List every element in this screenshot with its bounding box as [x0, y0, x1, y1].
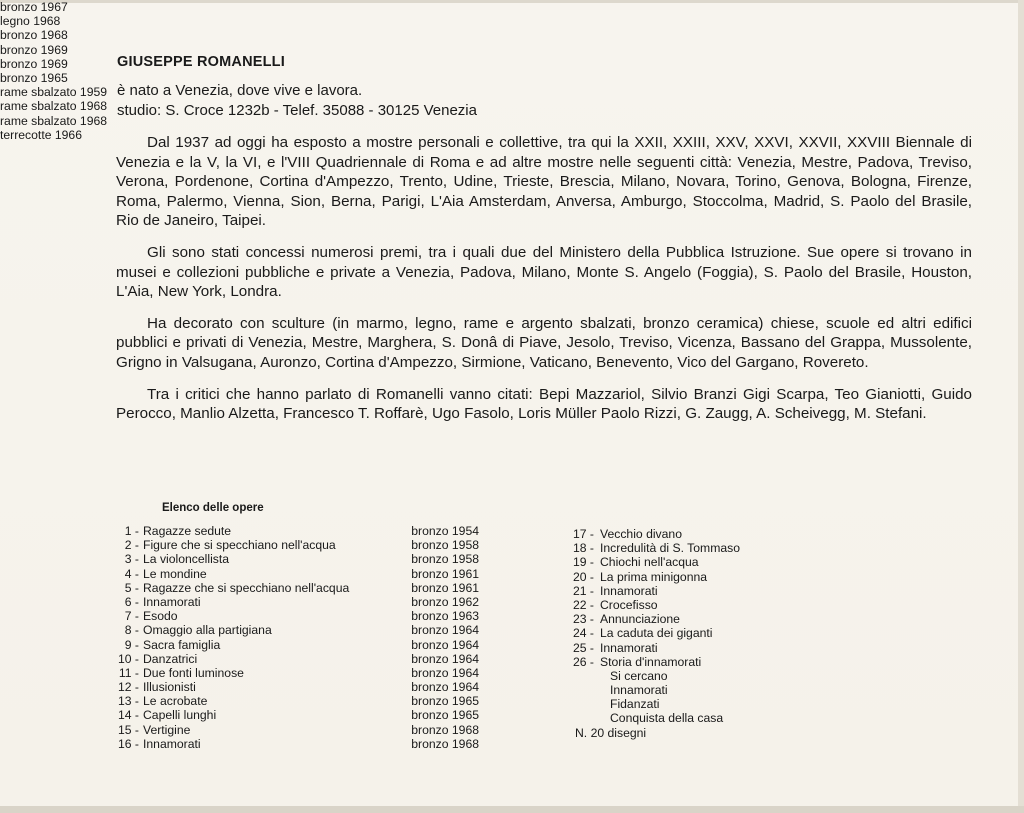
work-title: Due fonti luminose [143, 665, 244, 680]
work-row [117, 694, 487, 708]
work-number: 6 - [124, 594, 139, 609]
work-title: Innamorati [143, 594, 201, 609]
work-material: bronzo 1954 [411, 524, 479, 538]
work-number: 20 - [572, 569, 594, 584]
paragraph-awards: Gli sono stati concessi numerosi premi, tra i quali due del Ministero della Pubblica Istruzione. Sue opere si trovano in musei e collezioni pubbliche e private a Venezia, Padova, Milano, Monte S. Angelo (Foggia), S. Paolo del Brasile, Houston, L'Aia, New York, Londra. [116, 243, 972, 301]
work-row [117, 638, 487, 652]
page-edge-right [1018, 0, 1024, 813]
work-material: bronzo 1964 [411, 637, 479, 652]
work-title: Esodo [143, 609, 178, 624]
work-material: bronzo 1964 [411, 680, 479, 695]
work-number: 13 - [117, 694, 139, 709]
work-material: bronzo 1968 [411, 736, 479, 751]
work-number: 10 - [117, 651, 139, 666]
work-row [117, 538, 487, 552]
paragraph-critics: Tra i critici che hanno parlato di Romanelli vanno citati: Bepi Mazzariol, Silvio Branzi Gigi Scarpa, Teo Gianiotti, Guido Perocco, Manlio Alzetta, Francesco T. Roffarè, Ugo Fasolo, Loris Müller Paolo Rizzi, G. Zaugg, A. Scheivegg, M. Stefani. [116, 385, 972, 423]
work-row [117, 652, 487, 666]
work-title: La prima minigonna [600, 569, 708, 584]
work-subrow [566, 669, 946, 683]
work-number: 18 - [572, 541, 594, 556]
work-material: legno 1968 [0, 14, 61, 29]
work-title: Vecchio divano [600, 527, 682, 541]
drawings-count: N. 20 disegni [575, 725, 647, 740]
work-row [566, 598, 946, 612]
work-title: Figure che si specchiano nell'acqua [143, 538, 336, 553]
work-row [566, 584, 946, 598]
work-title: La caduta dei giganti [600, 626, 713, 641]
work-number: 3 - [124, 552, 139, 567]
page-edge-bottom [0, 806, 1024, 813]
work-title: Sacra famiglia [143, 637, 221, 652]
work-row [117, 524, 487, 538]
work-material: bronzo 1963 [411, 609, 479, 624]
work-subrow [566, 683, 946, 697]
work-material: bronzo 1965 [0, 70, 68, 85]
work-subtitle: Fidanzati [610, 697, 660, 712]
work-subtitle: Innamorati [610, 683, 668, 698]
work-material: rame sbalzato 1968 [0, 99, 108, 114]
work-number: 7 - [124, 609, 139, 624]
paragraph-decorations: Ha decorato con sculture (in marmo, legno, rame e argento sbalzati, bronzo ceramica) chiese, scuole ed altri edifici pubblici e privati di Venezia, Mestre, Marghera, S. Donâ di Piave, Jesolo, Treviso, Vicenza, Bassano del Grappa, Mussolente, Grigno in Valsugana, Auronzo, Cortina d'Ampezzo, Sirmione, Vaticano, Benevento, Vico del Gargano, Rovereto. [116, 314, 972, 371]
work-material: terrecotte 1966 [0, 127, 82, 142]
work-number: 24 - [572, 626, 594, 641]
work-title: Danzatrici [143, 651, 198, 666]
work-row [566, 527, 946, 541]
work-material: bronzo 1965 [411, 694, 479, 709]
work-title: Innamorati [600, 640, 658, 655]
works-list-right [566, 527, 946, 740]
work-material: rame sbalzato 1968 [0, 113, 108, 128]
work-title: Incredulità di S. Tommaso [600, 541, 740, 556]
work-subrow [566, 711, 946, 725]
works-list-right-materials [0, 0, 107, 142]
work-number: 4 - [124, 566, 139, 581]
work-row [566, 626, 946, 640]
work-number: 22 - [572, 597, 594, 612]
work-row [566, 612, 946, 626]
work-subrow [566, 697, 946, 711]
work-material: bronzo 1961 [411, 580, 479, 595]
work-material: rame sbalzato 1959 [0, 85, 108, 100]
work-number: 12 - [117, 680, 139, 695]
work-title: Annunciazione [600, 612, 680, 627]
work-row [117, 723, 487, 737]
work-title: Ragazze che si specchiano nell'acqua [143, 580, 350, 595]
work-row [117, 623, 487, 637]
work-title: Capelli lunghi [143, 708, 217, 723]
work-number: 17 - [572, 527, 594, 541]
work-subtitle: Si cercano [610, 668, 668, 683]
work-number: 23 - [572, 612, 594, 627]
paragraph-exhibitions: Dal 1937 ad oggi ha esposto a mostre personali e collettive, tra qui la XXII, XXIII, XXV, XXVI, XXVII, XXVIII Biennale di Venezia e la V, la VI, e l'VIII Quadriennale di Roma e ad altre mostre nelle seguenti città: Venezia, Mestre, Padova, Treviso, Verona, Pordenone, Cortina d'Ampezzo, Trento, Udine, Trieste, Brescia, Milano, Novara, Torino, Genova, Bologna, Firenze, Roma, Palermo, Vienna, Sion, Berna, Parigi, L'Aia Amsterdam, Anversa, Amburgo, Stoccolma, Madrid, S. Paolo del Brasile, Rio de Janeiro, Taipei. [116, 134, 972, 230]
work-number: 2 - [124, 538, 139, 553]
work-material: bronzo 1962 [411, 594, 479, 609]
works-list-title: Elenco delle opere [162, 502, 264, 514]
work-row [117, 581, 487, 595]
work-material: bronzo 1961 [411, 566, 479, 581]
work-row [117, 737, 487, 751]
work-title: Crocefisso [600, 597, 658, 612]
work-number: 8 - [124, 623, 139, 638]
work-material: bronzo 1968 [411, 722, 479, 737]
page-edge-top [0, 0, 1024, 3]
work-number: 5 - [124, 580, 139, 595]
work-subtitle: Conquista della casa [610, 711, 724, 726]
work-material: bronzo 1964 [411, 665, 479, 680]
work-material: bronzo 1969 [0, 56, 68, 71]
work-title: Chiochi nell'acqua [600, 555, 699, 570]
work-material: bronzo 1969 [0, 42, 68, 57]
work-title: Omaggio alla partigiana [143, 623, 272, 638]
artist-name: GIUSEPPE ROMANELLI [117, 54, 285, 70]
works-list-left [117, 524, 487, 751]
work-number: 26 - [572, 654, 594, 669]
intro-studio-address: studio: S. Croce 1232b - Telef. 35088 - 30125 Venezia [117, 102, 477, 119]
work-row [566, 570, 946, 584]
work-title: Vertigine [143, 722, 191, 737]
work-row [117, 595, 487, 609]
work-row [566, 655, 946, 669]
work-material: bronzo 1958 [411, 552, 479, 567]
work-title: Innamorati [143, 736, 201, 751]
work-number: 19 - [572, 555, 594, 570]
work-row [117, 609, 487, 623]
biography [116, 133, 972, 436]
work-title: Ragazze sedute [143, 524, 232, 538]
work-row [117, 567, 487, 581]
work-row [117, 552, 487, 566]
work-number: 14 - [117, 708, 139, 723]
work-row [566, 555, 946, 569]
works-footer-row [566, 726, 946, 740]
work-number: 21 - [572, 583, 594, 598]
work-material: bronzo 1965 [411, 708, 479, 723]
work-material: bronzo 1967 [0, 0, 68, 14]
work-title: Le acrobate [143, 694, 208, 709]
work-material: bronzo 1968 [0, 28, 68, 43]
work-number: 25 - [572, 640, 594, 655]
work-title: Innamorati [600, 583, 658, 598]
work-title: Storia d'innamorati [600, 654, 702, 669]
intro-birthplace: è nato a Venezia, dove vive e lavora. [117, 82, 363, 99]
work-title: La violoncellista [143, 552, 230, 567]
work-row [117, 666, 487, 680]
work-material: bronzo 1964 [411, 651, 479, 666]
work-title: Le mondine [143, 566, 207, 581]
work-number: 11 - [118, 665, 139, 680]
work-row [117, 708, 487, 722]
work-number: 1 - [124, 524, 139, 538]
work-row [117, 680, 487, 694]
work-material: bronzo 1964 [411, 623, 479, 638]
work-row [566, 641, 946, 655]
work-number: 15 - [117, 722, 139, 737]
work-material: bronzo 1958 [411, 538, 479, 553]
work-number: 9 - [124, 637, 139, 652]
work-title: Illusionisti [143, 680, 196, 695]
work-number: 16 - [117, 736, 139, 751]
work-row [566, 541, 946, 555]
intro [117, 81, 977, 121]
